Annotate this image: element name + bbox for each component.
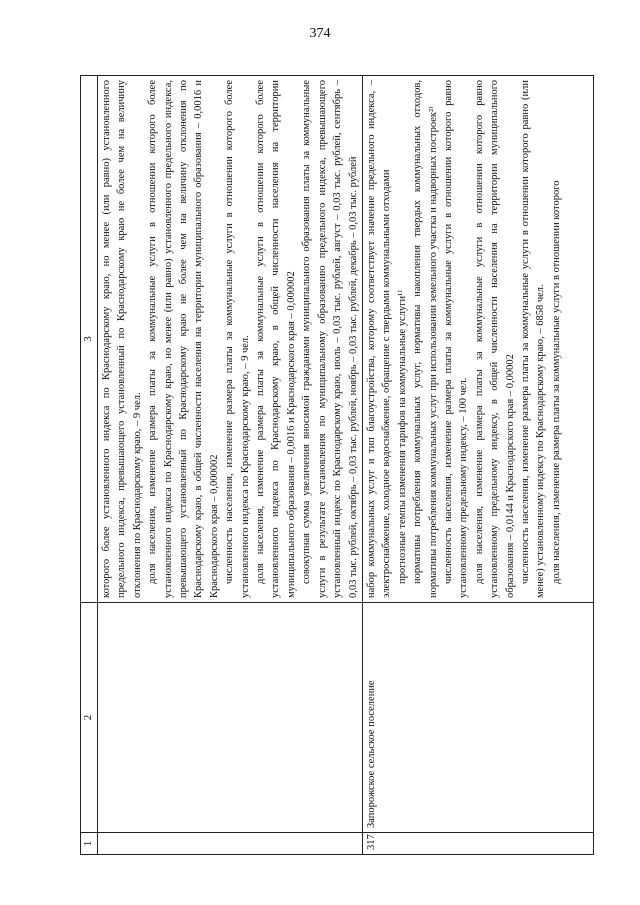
header-col-2: 2 (81, 603, 98, 833)
table-row (363, 76, 594, 855)
header-col-1: 1 (81, 833, 98, 855)
paragraph: доля населения, изменение размера платы за коммунальные услуги в отношении которого более установленного индекса по Краснодарскому краю, в общей численности населения на территории муниципального образования – 0,0016 и Краснодарского края – 0,000002 (255, 80, 297, 598)
row-number: 317 (363, 833, 594, 855)
paragraph: нормативы потребления коммунальных услуг, нормативы накопления твердых коммунальных отходов, нормативы потребления коммунальных услуг при использовании земельного участка и надворных построек²⁾ (412, 80, 439, 598)
paragraph: набор коммунальных услуг и тип благоустройства, которому соответствует значение предельного индекса, – электроснабжение, холодное водоснабжение, обращение с твердыми коммунальными отходами (366, 80, 393, 598)
paragraph: доля населения, изменение размера платы за коммунальные услуги в отношении которого (550, 180, 562, 584)
indicator-text (98, 76, 363, 603)
data-table (80, 75, 594, 855)
table-row-continuation (98, 76, 363, 855)
rotated-table-wrapper (80, 75, 590, 855)
paragraph: доля населения, изменение размера платы за коммунальные услуги в отношении которого равно установленному предельному индексу, в общей численности населения на территории муниципального образования – 0,0144 и Краснодарского края – 0,00002 (473, 80, 516, 598)
paragraph: численность населения, изменение размера платы за коммунальные услуги в отношении которого равно установленному предельному индексу, – 100 чел. (443, 80, 470, 598)
paragraph: совокупная сумма увеличения вносимой гражданами муниципального образования платы за коммунальные услуги в результате установления по муниципальному образованию предельного индекса, превышающего установленный индекс по Краснодарскому краю, июль – 0,03 тыс. рублей, август – 0,03 тыс. рублей, сентябрь – 0,03 тыс. рублей, октябрь – 0,03 тыс. рублей, ноябрь – 0,03 тыс. рублей, декабрь – 0,03 тыс. рублей (301, 80, 359, 598)
header-col-3: 3 (81, 76, 98, 603)
settlement-name: Запорожское сельское поселение (363, 603, 594, 833)
indicator-text (363, 76, 594, 603)
row-number (98, 833, 363, 855)
paragraph: доля населения, изменение размера платы за коммунальные услуги в отношении которого более установленного индекса по Краснодарскому краю, но менее (или равно) установленного предельного индекса, превышающего установленный по Краснодарскому краю не более чем на величину отклонения по Краснодарскому краю, в общей численности населения на территории муниципального образования – 0,0016 и Краснодарского края – 0,000002 (147, 80, 220, 598)
settlement-name (98, 603, 363, 833)
paragraph: численность населения, изменение размера платы за коммунальные услуги в отношении которого более установленного индекса по Краснодарскому краю, – 9 чел. (224, 80, 251, 598)
paragraph: которого более установленного индекса по Краснодарскому краю, но менее (или равно) установленного предельного индекса, превышающего установленный по Краснодарскому краю не более чем на величину отклонения по Краснодарскому краю, – 9 чел. (101, 80, 143, 598)
paragraph: численность населения, изменение размера платы за коммунальные услуги в отношении которого равно (или менее) установленному индексу по Краснодарскому краю, – 6858 чел. (520, 80, 547, 598)
page-number: 374 (309, 26, 331, 41)
paragraph: прогнозные темпы изменения тарифов на коммунальные услуги¹⁾ (396, 290, 408, 584)
table-header-row (81, 76, 98, 855)
